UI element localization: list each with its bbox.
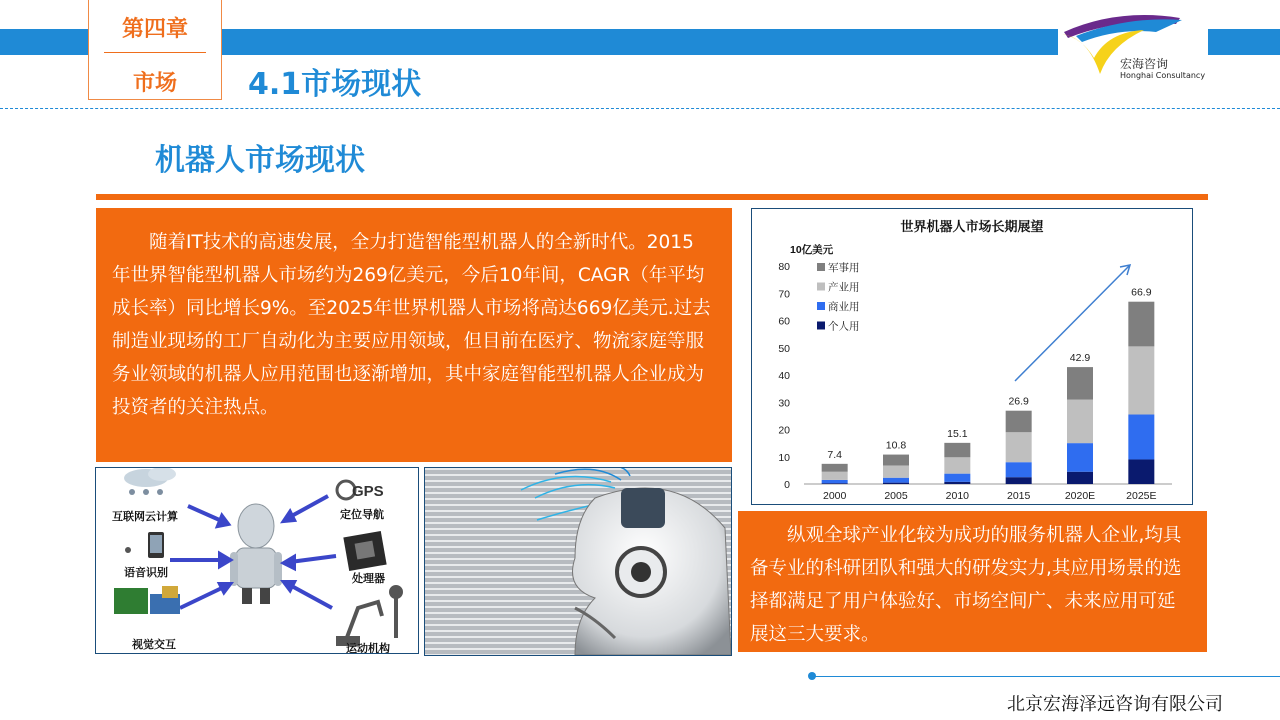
chart-bar-segment [1067,472,1093,484]
chart-bar-segment [1067,443,1093,472]
label-speech-recognition: 语音识别 [124,567,168,579]
title-underline-rule [96,194,1208,200]
chart-bar-segment [944,443,970,457]
label-visual-interaction: 视觉交互 [132,639,176,651]
service-robot-text: 纵观全球产业化较为成功的服务机器人企业,均具备专业的科研团队和强大的研发实力,其应用场景的选择都满足了用户体验好、市场空间广、未来应用可延展这三大要求。 [750,525,1182,645]
chart-data-label: 26.9 [1008,395,1029,408]
chart-y-tick-label: 60 [778,315,790,328]
chart-y-tick-label: 40 [778,370,790,382]
chart-y-tick-label: 70 [778,288,790,301]
chart-bar-segment [822,483,848,484]
chart-y-tick-label: 10 [778,451,790,464]
chapter-subtitle: 市场 [132,71,177,96]
section-title: 4.1市场现状 [248,67,422,102]
chart-title: 世界机器人市场长期展望 [900,219,1044,234]
chart-x-tick-label: 2015 [1006,490,1031,502]
page-title: 机器人市场现状 [155,143,365,178]
label-processor: 处理器 [352,573,385,585]
chart-y-tick-label: 30 [778,397,790,410]
label-navigation: 定位导航 [340,509,384,521]
robot-diagram-svg [96,468,418,653]
chart-legend-swatch [817,322,825,330]
chart-bar-segment [944,482,970,484]
chart-bar-segment [1128,302,1154,347]
label-cloud-computing: 互联网云计算 [112,511,178,523]
chart-x-tick-label: 2005 [884,490,908,502]
processor-chip-icon [343,531,386,571]
robot-figure [230,504,282,604]
chart-legend-swatch [817,283,825,291]
phone-icon [125,532,164,558]
robot-function-diagram [95,467,419,654]
chart-legend-label: 军事用 [828,262,860,274]
chart-bar-segment [1128,346,1154,414]
service-robot-panel [738,511,1207,652]
robot-head-image [424,467,732,656]
chart-data-label: 42.9 [1069,352,1091,365]
chart-y-tick-label: 50 [778,342,790,355]
label-motion-mechanism: 运动机构 [346,643,390,653]
chart-bar-segment [944,457,970,473]
chart-y-tick-label: 80 [778,261,790,273]
chart-bar-segment [822,464,848,472]
brain-circuit-panel [621,488,665,528]
chart-bar-segment [883,465,909,477]
chart-legend-label: 产业用 [828,281,860,294]
gps-icon [337,481,384,500]
logo-english-name: Honghai Consultancy [1120,71,1206,80]
market-chart-svg [752,209,1192,504]
chart-data-label: 66.9 [1131,286,1152,299]
market-chart [751,208,1193,505]
chart-bar-segment [883,478,909,483]
chart-bar-segment [1006,477,1032,484]
chart-x-tick-label: 2000 [822,490,847,502]
chart-legend-label: 个人用 [828,320,860,333]
chart-bar-segment [1128,459,1154,484]
chart-legend-swatch [817,263,825,271]
chart-legend-swatch [817,302,825,310]
chart-bar-segment [1067,367,1093,399]
robot-head-svg [425,468,731,655]
chapter-divider [104,52,206,53]
chart-x-tick-label: 2025E [1126,490,1157,502]
market-overview-text: 随着IT技术的高速发展，全力打造智能型机器人的全新时代。2015年世界智能型机器人市场约为269亿美元，今后10年间，CAGR（年平均成长率）同比增长9%。至2025年世界机器人市场将高达669亿美元.过去制造业现场的工厂自动化为主要应用领域，但目前在医疗、物流家庭等服务业领域的机器人应用范围也逐渐增加，其中家庭智能型机器人企业成为投资者的关注热点。 [112,232,711,418]
footer-company-name: 北京宏海泽远咨询有限公司 [1007,694,1223,715]
chart-bar-segment [1006,411,1032,433]
chart-bar-segment [1006,462,1032,477]
chart-y-axis-label: 10亿美元 [790,244,834,256]
chart-x-tick-label: 2020E [1064,490,1096,502]
chart-bar-segment [822,480,848,483]
chapter-title: 第四章 [121,17,188,42]
chart-bar-segment [822,472,848,480]
footer-line [812,676,1280,677]
chart-bar-segment [1006,432,1032,462]
chart-y-tick-label: 0 [784,479,790,491]
svg-text:GPS: GPS [352,483,384,500]
chart-data-label: 15.1 [947,427,968,440]
chart-bar-segment [883,455,909,466]
chart-bar-segment [944,474,970,482]
chart-bar-segment [1128,415,1154,460]
chart-x-tick-label: 2010 [945,490,970,502]
chart-bar-segment [1067,400,1093,444]
chart-bar-segment [883,483,909,484]
chart-y-tick-label: 20 [778,424,790,437]
robot-arm-icon [338,587,401,644]
chart-legend-label: 商业用 [828,301,860,313]
chart-data-label: 10.8 [885,439,907,452]
chart-data-label: 7.4 [827,448,842,461]
market-overview-panel [96,208,732,462]
header-dashed-divider [0,108,1280,109]
logo-chinese-name: 宏海咨询 [1120,57,1169,71]
footer-dot [808,672,816,680]
cloud-icon [124,468,176,495]
visual-interaction-screens [114,586,180,614]
